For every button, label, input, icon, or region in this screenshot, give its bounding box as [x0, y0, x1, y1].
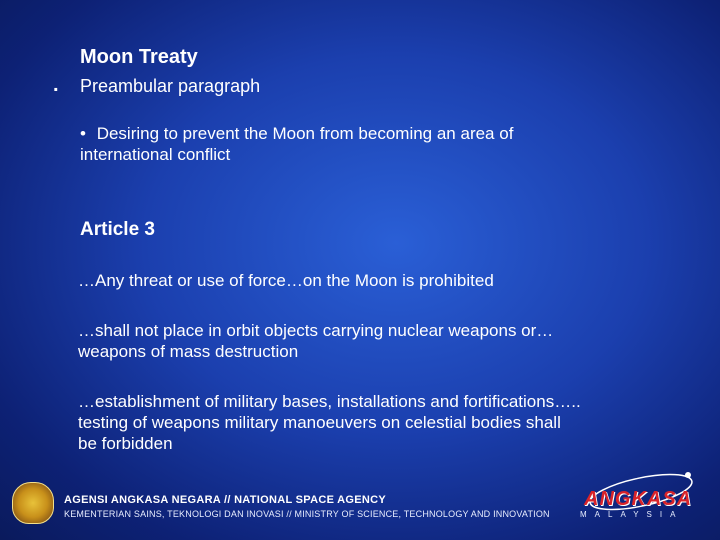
agency-name: AGENSI ANGKASA NEGARA // NATIONAL SPACE AGENCY: [64, 494, 387, 506]
article-para-2: [78, 320, 688, 362]
para3-line-2: testing of weapons military manoeuvers on celestial bodies shall: [78, 413, 561, 432]
article-para-3: [78, 391, 688, 454]
ministry-name: KEMENTERIAN SAINS, TEKNOLOGI DAN INOVASI // MINISTRY OF SCIENCE, TECHNOLOGY AND INNOVATION: [64, 509, 550, 519]
slide-subtitle: Preambular paragraph: [80, 76, 261, 96]
slide-marker: .: [53, 74, 59, 96]
para2-line-2: weapons of mass destruction: [78, 342, 299, 361]
preamble-line-2: international conflict: [80, 145, 231, 164]
article-para-1: …Any threat or use of force…on the Moon is prohibited: [78, 271, 494, 290]
angkasa-logo-subtext: MALAYSIA: [580, 510, 684, 519]
article-heading: Article 3: [80, 219, 155, 240]
bullet: •: [80, 124, 86, 143]
angkasa-logo-text: ANGKASA: [584, 488, 693, 510]
preamble-line-1: Desiring to prevent the Moon from becoming an area of: [96, 124, 514, 143]
slide-title: Moon Treaty: [80, 46, 198, 68]
para2-line-1: …shall not place in orbit objects carrying nuclear weapons or…: [78, 321, 554, 340]
malaysia-crest-icon: [12, 482, 54, 524]
preamble-paragraph: [80, 123, 690, 165]
para3-line-3: be forbidden: [78, 434, 173, 453]
para3-line-1: …establishment of military bases, installations and fortifications…..: [78, 392, 581, 411]
